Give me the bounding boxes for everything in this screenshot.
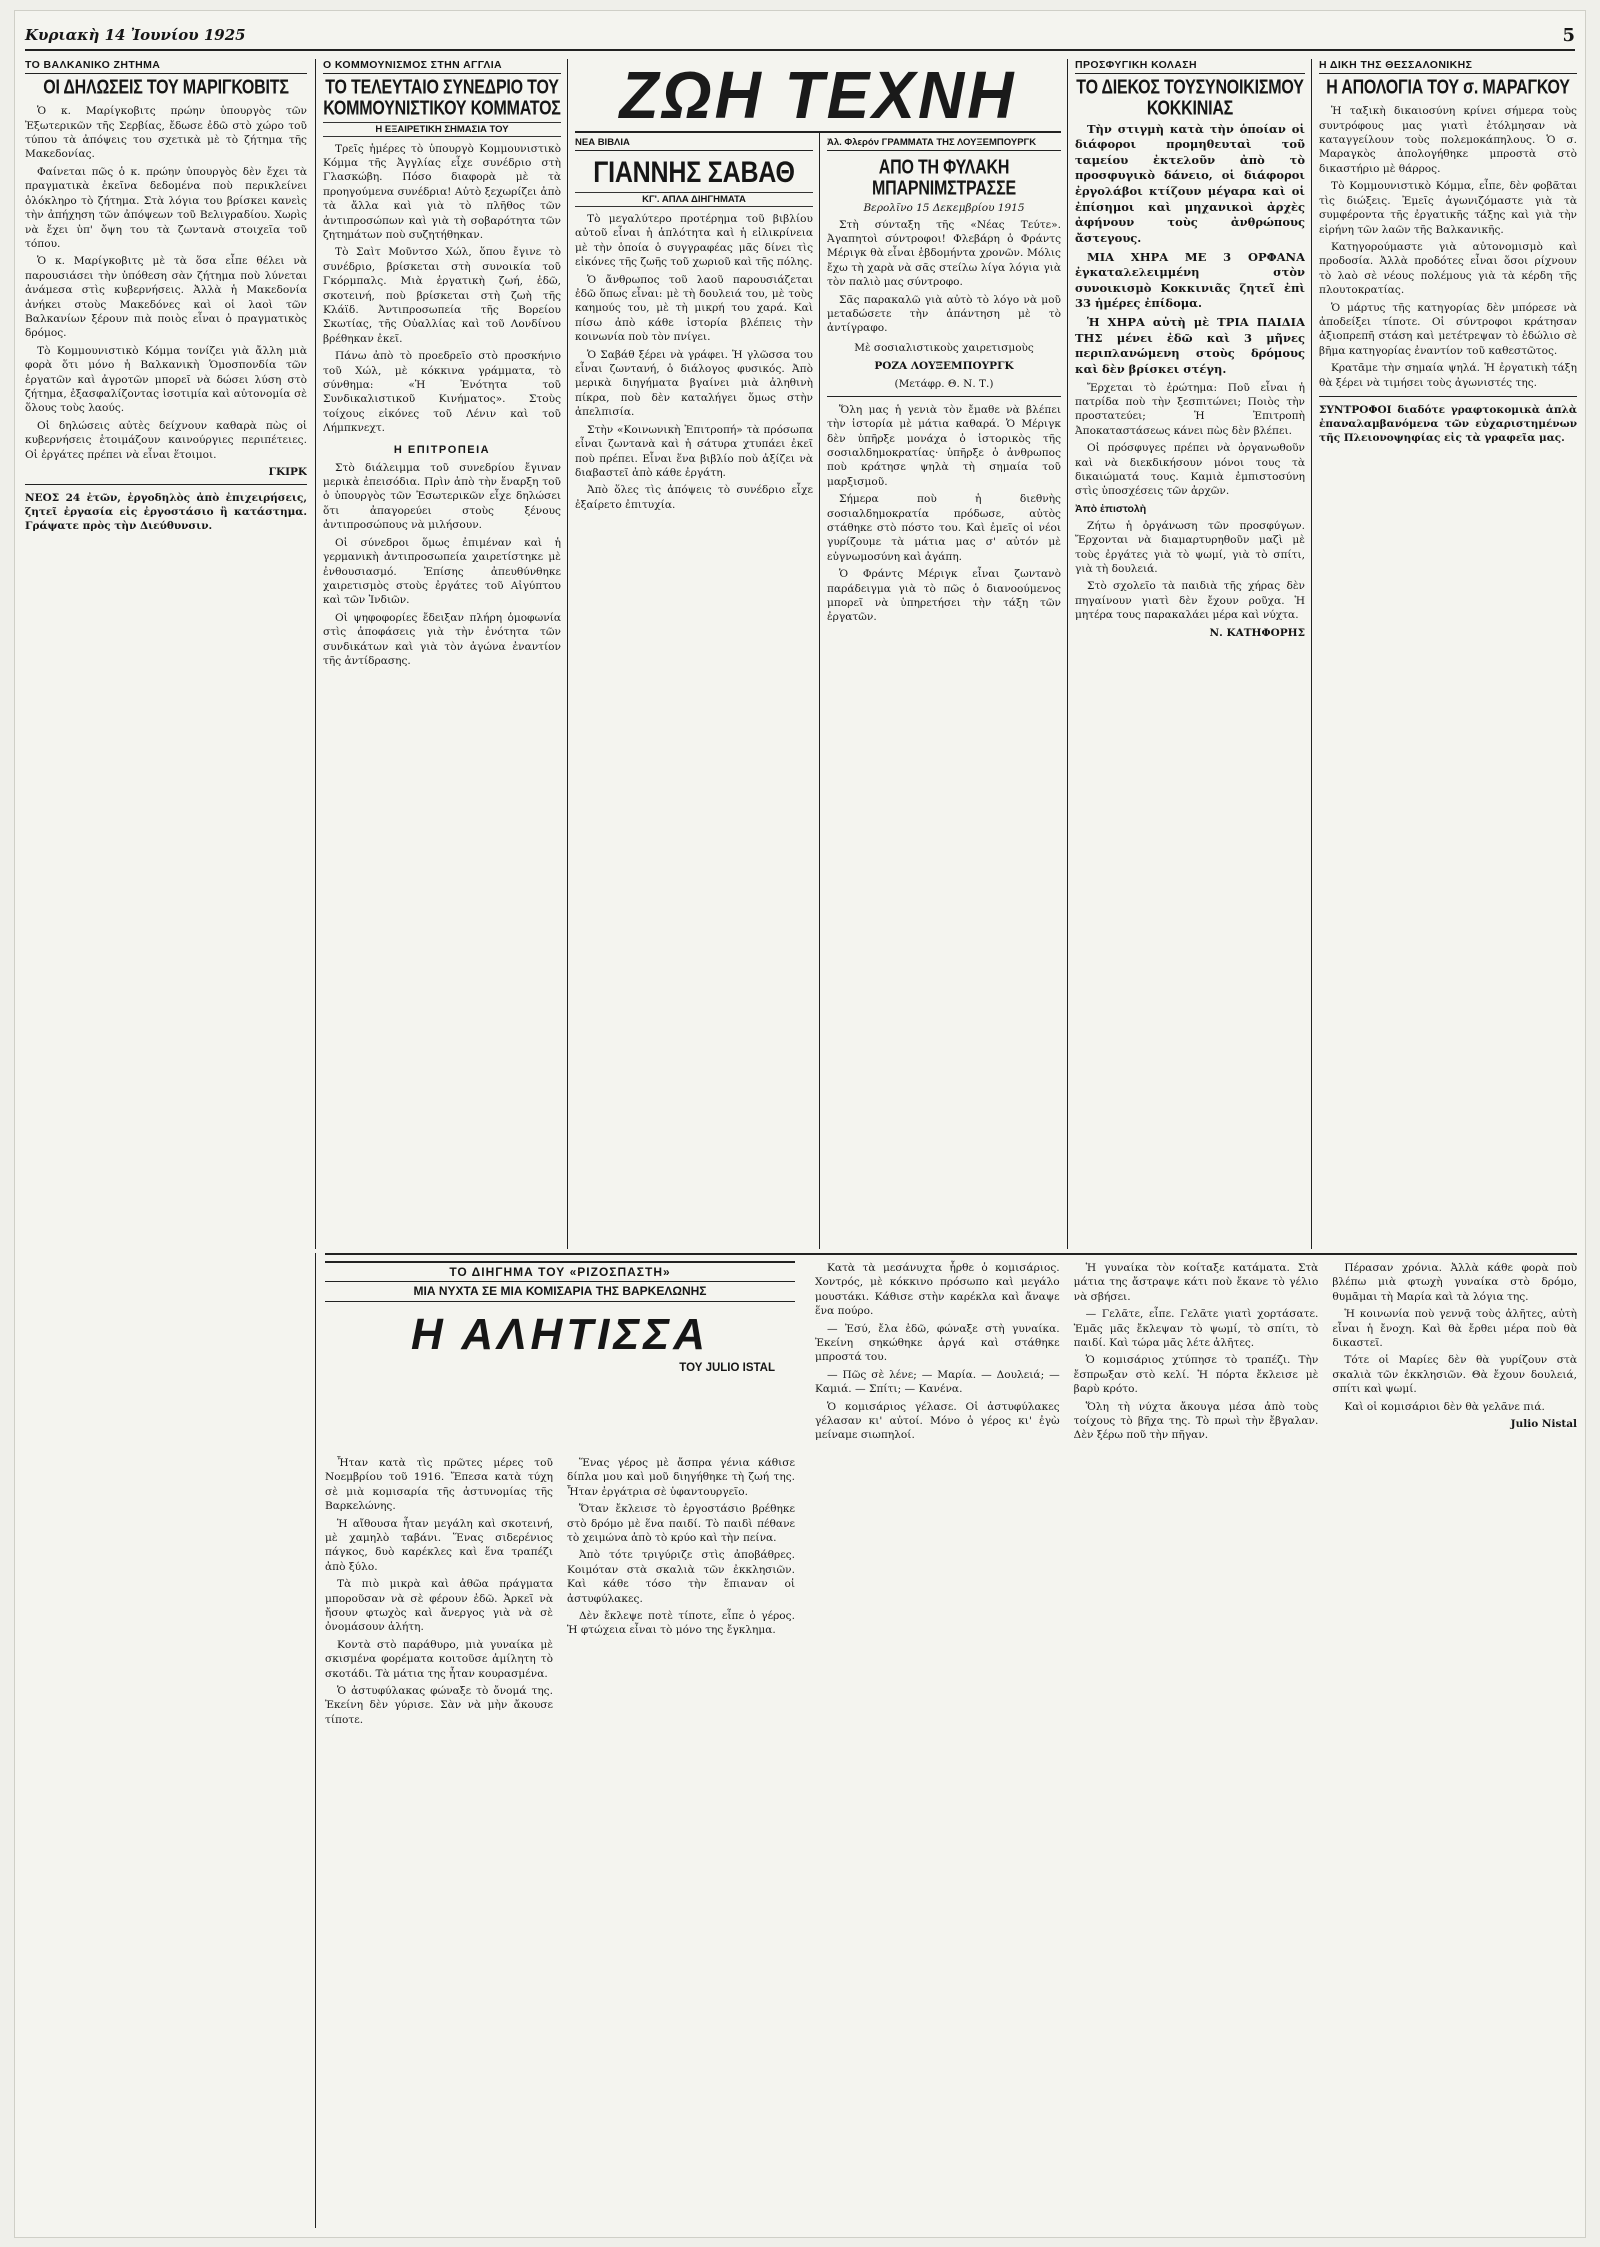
- serial-paragraph: — Γελᾶτε, εἶπε. Γελᾶτε γιατὶ χορτάσατε. Ἐμᾶς μᾶς ἔκλεψαν τὸ ψωμί, τὸ σπίτι, τὸ παιδί. Καὶ τώρα μᾶς λέτε ἀλῆτες.: [1073, 1308, 1319, 1350]
- article-paragraph: Ἡ ΧΗΡΑ αὐτὴ μὲ ΤΡΙΑ ΠΑΙΔΙΑ ΤΗΣ μένει ἐδῶ καὶ 3 μῆνες περιπλανώμενη στοὺς δρόμους καὶ δὲν βρίσκει στέγη.: [1075, 315, 1305, 376]
- serial-signature: Julio Nistal: [1510, 1418, 1578, 1431]
- article-paragraph: Στὴ σύνταξη τῆς «Νέας Τεύτε». Ἀγαπητοὶ σύντροφοι! Φλεβάρη ὁ Φράντς Μέριγκ θὰ εἶναι ἑβδομήντα χρονῶν. Μόλις ἔχω τὴ χαρὰ νὰ σᾶς στείλω λίγα λόγια γιὰ τὸν παλιὸ μας σύντροφο.: [827, 218, 1061, 289]
- article-subheading: Η ΕΞΑΙΡΕΤΙΚΗ ΣΗΜΑΣΙΑ ΤΟΥ: [323, 122, 561, 137]
- article-paragraph: Ὁ κ. Μαρίγκοβιτς μὲ τὰ ὅσα εἶπε θέλει νὰ παρουσιάσει τὴν ὑπόθεση σὰν ζήτημα ποὺ λύνεται ἀνάμεσα στὶς κυβερνήσεις. Ἀλλὰ ἡ Μακεδονία ἀνήκει στοὺς Μακεδόνες καὶ οἱ λαοὶ τῶν Βαλκανίων ξέρουν πιὰ ποιὸς εἶναι ὁ πραγματικὸς δρόμος.: [25, 255, 307, 340]
- serial-paragraph: — Πῶς σὲ λένε; — Μαρία. — Δουλειά; — Καμιά. — Σπίτι; — Κανένα.: [815, 1368, 1060, 1396]
- article-paragraph: Στὴν «Κοινωνικὴ Ἐπιτροπή» τὰ πρόσωπα εἶναι ζωντανὰ καὶ ἡ σάτυρα χτυπάει ἐκεῖ ποὺ πρέπει. Εἶναι ἕνα βιβλίο ποὺ ἀξίζει νὰ διαβαστεῖ ἀπὸ κάθε ἐργάτη.: [575, 423, 813, 479]
- article-paragraph: ΜΙΑ ΧΗΡΑ ΜΕ 3 ΟΡΦΑΝΑ ἐγκαταλελειμμένη στὸν συνοικισμὸ Κοκκινιᾶς ζητεῖ ἐπὶ 33 ἡμέρες ἐπίδομα.: [1075, 249, 1305, 311]
- serial-story: [325, 1261, 1577, 1730]
- article-subheading: ΚΓ'. ΑΠΛΑ ΔΙΗΓΗΜΑΤΑ: [575, 192, 813, 207]
- serial-paragraph: Ἡ κοινωνία ποὺ γεννᾷ τοὺς ἀλῆτες, αὐτὴ εἶναι ἡ ἔνοχη. Καὶ θὰ ἔρθει μέρα ποὺ θὰ δικαστεῖ.: [1332, 1308, 1578, 1350]
- divider: [25, 484, 307, 485]
- serial-paragraph: Ἦταν κατὰ τὶς πρῶτες μέρες τοῦ Νοεμβρίου τοῦ 1916. Ἔπεσα κατὰ τύχη σὲ μιὰ κομισαρία τῆς ἀστυνομίας τῆς Βαρκελώνης.: [325, 1456, 553, 1513]
- section-strip: [827, 137, 1061, 151]
- article-dateline: Βερολῖνο 15 Δεκεμβρίου 1915: [863, 201, 1025, 214]
- issue-date: Κυριακὴ 14 Ἰουνίου 1925: [25, 26, 246, 44]
- article-signature: ΓΚΙΡΚ: [268, 466, 307, 479]
- serial-author: ΤΟΥ JULIO ISTAL: [679, 1362, 775, 1374]
- section-label-right: Ἀλ. Φλερόν ΓΡΑΜΜΑΤΑ ΤΗΣ ΛΟΥΞΕΜΠΟΥΡΓΚ: [827, 137, 1037, 148]
- article-paragraph: Τρεῖς ἡμέρες τὸ ὑπουργὸ Κομμουνιστικὸ Κόμμα τῆς Ἀγγλίας εἶχε συνέδριο στὴ Γλασκώβη. Πόσο διαφορὰ μὲ τὰ προηγούμενα συνέδρια! Αὐτὸ ξεχωρίζει ἀπὸ τὰ ἄλλα καὶ γιὰ τὸ πλῆθος τῶν ἀντιπροσώπων καὶ γιὰ τὴ σοβαρότητα τῶν ζητημάτων ποὺ συζητήθηκαν.: [323, 142, 561, 241]
- article-paragraph: Τὸ μεγαλύτερο προτέρημα τοῦ βιβλίου αὐτοῦ εἶναι ἡ ἁπλότητα καὶ ἡ εἰλικρίνεια μὲ τὴν ὁποία ὁ συγγραφέας μᾶς δίνει τὶς εἰκόνες τῆς ζωῆς τοῦ χωριοῦ καὶ τῆς πόλης.: [575, 213, 813, 269]
- page-number: 5: [1562, 24, 1575, 46]
- serial-paragraph: Καὶ οἱ κομισάριοι δὲν θὰ γελᾶνε πιά.: [1344, 1400, 1545, 1413]
- serial-paragraph: Ὅλη τὴ νύχτα ἄκουγα μέσα ἀπὸ τοὺς τοίχους τὸ βῆχα της. Τὸ πρωὶ τὴν ἔβγαλαν. Δὲν ξέρω ποῦ τὴν πῆγαν.: [1073, 1400, 1319, 1442]
- article-balkan-question: [25, 59, 307, 2227]
- article-maragkos-defense: [1319, 59, 1577, 1247]
- article-paragraph: Οἱ σύνεδροι ὅμως ἐπιμέναν καὶ ἡ γερμανικὴ ἀντιπροσωπεία χαιρετίστηκε μὲ ἐνθουσιασμό. Ἐπίσης ἀπευθύνθηκε χαιρετισμὸς στοὺς ἐργάτες τοῦ Αἰγύπτου καὶ τῶν Ἰνδιῶν.: [323, 536, 561, 607]
- serial-lower-columns: [325, 1456, 795, 1730]
- section-rule: [325, 1253, 1577, 1255]
- article-paragraph: Ἡ ταξικὴ δικαιοσύνη κρίνει σήμερα τοὺς συντρόφους μας γιατὶ ἐτόλμησαν νὰ καταγγείλουν τοὺς πολεμοκάπηλους. Ὁ σ. Μαραγκὸς ἀπολογήθηκε μπροστὰ στὸ δικαστήριο μὲ θάρρος.: [1319, 105, 1577, 175]
- serial-paragraph: Ἀπὸ τότε τριγύριζε στὶς ἀποβάθρες. Κοιμόταν στὰ σκαλιὰ τῶν ἐκκλησιῶν. Καὶ κάθε τόσο τὴν ἔπιαναν οἱ ἀστυφύλακες.: [567, 1549, 795, 1605]
- column-rule: [819, 131, 820, 1249]
- column-rule: [567, 59, 568, 1249]
- serial-paragraph: Ἡ γυναίκα τὸν κοίταξε κατάματα. Στὰ μάτια της ἄστραψε κάτι ποὺ ἔκανε τὸ γέλιο νὰ σβήσει.: [1073, 1262, 1319, 1303]
- culture-section-masthead: [575, 59, 1061, 137]
- article-paragraph: Πάνω ἀπὸ τὸ προεδρεῖο στὸ προσκήνιο τοῦ Χώλ, μὲ κόκκινα γράμματα, τὸ σύνθημα: «Ἡ Ἐνότητα τοῦ Συνδικαλιστικοῦ Κινήματος». Στοὺς τοίχους εἰκόνες τοῦ Λένιν καὶ τοῦ Λήμπκνεχτ.: [323, 350, 561, 435]
- article-signature: ΡΟΖΑ ΛΟΥΞΕΜΠΟΥΡΓΚ: [874, 359, 1014, 372]
- article-paragraph: Σήμερα ποὺ ἡ διεθνὴς σοσιαλδημοκρατία πρόδωσε, αὐτὸς στάθηκε στὸ πόστο του. Καὶ ἐμεῖς οἱ νέοι γυρίζουμε τὰ μάτια μας σ' αὐτόν μὲ εὐγνωμοσύνη καὶ ἀγάπη.: [827, 493, 1061, 563]
- article-paragraph: Ὁ Σαβάθ ξέρει νὰ γράφει. Ἡ γλῶσσα του εἶναι ζωντανή, ὁ διάλογος φυσικός. Ἀπὸ μερικὰ διηγήματα βγαίνει μιὰ ἀληθινὴ πίκρα, ποὺ δὲν καταλήγει ὅμως στὴν ἀπελπισία.: [575, 348, 813, 419]
- article-paragraph: Οἱ ψηφοφορίες ἔδειξαν πλήρη ὁμοφωνία στὶς ἀποφάσεις γιὰ τὴν ἐνότητα τῶν συνδικάτων καὶ γιὰ τὸν ἀγώνα ἐναντίον τῆς ἀντίδρασης.: [323, 611, 561, 667]
- serial-title: Η ΑΛΗΤΙΣΣΑ: [410, 1310, 710, 1359]
- article-book-review: [575, 137, 813, 1247]
- article-headline: ΟΙ ΔΗΛΩΣΕΙΣ ΤΟΥ ΜΑΡΙΓΚΟΒΙΤΣ: [43, 77, 289, 99]
- newspaper-page: [14, 10, 1586, 2238]
- column-rule: [315, 1253, 316, 2228]
- section-label: Ἀπὸ ἐπιστολὴ: [1075, 502, 1147, 515]
- serial-paragraph: Ὅταν ἔκλεισε τὸ ἐργοστάσιο βρέθηκε στὸ δρόμο μὲ ἕνα παιδί. Τὸ παιδὶ πέθανε τὸ χειμώνα ἀπὸ τὸ κρύο καὶ τὴν πείνα.: [567, 1503, 795, 1544]
- masthead-logo: [575, 59, 1061, 133]
- article-closing: Μὲ σοσιαλιστικοὺς χαιρετισμοὺς: [854, 341, 1034, 354]
- article-headline: ΓΙΑΝΝΗΣ ΣΑΒΑΘ: [593, 155, 795, 190]
- article-headline: ΑΠΟ ΤΗ ΦΥΛΑΚΗ ΜΠΑΡΝΙΜΣΤΡΑΣΣΕ: [872, 157, 1016, 200]
- article-paragraph: Τὸ Κομμουνιστικὸ Κόμμα, εἶπε, δὲν φοβᾶται τὶς διώξεις. Ἐμεῖς ἀγωνιζόμαστε γιὰ τὰ συμφέροντα τῆς ἐργατικῆς τάξης καὶ γιὰ τὴν εἰρήνη τῶν λαῶν τῆς Βαλκανικῆς.: [1319, 180, 1577, 236]
- article-paragraph: Σᾶς παρακαλῶ γιὰ αὐτὸ τὸ λόγο νὰ μοῦ μεταδώσετε τὴν ἀπάντηση μὲ τὸ ἀντίγραφο.: [827, 293, 1061, 335]
- article-paragraph: Ὅλη μας ἡ γενιὰ τὸν ἔμαθε νὰ βλέπει τὴν ἱστορία μὲ μάτια καθαρά. Ὁ Μέριγκ δὲν ὑπῆρξε μονάχα ὁ ἱστορικὸς τῆς σοσιαλδημοκρατίας· ὑπῆρξε ὁ ἀνθρωπος ποὺ κράτησε ψηλὰ τὴ σημαία τοῦ μαρξισμοῦ.: [827, 403, 1061, 488]
- translator-credit: (Μετάφρ. Θ. Ν. Τ.): [894, 377, 994, 390]
- serial-paragraph: Ὁ κομισάριος γέλασε. Οἱ ἀστυφύλακες γέλασαν κι' αὐτοί. Μόνο ὁ γέρος κι' ἐγὼ μείναμε σιωπηλοί.: [815, 1400, 1060, 1442]
- serial-paragraph: Πέρασαν χρόνια. Ἀλλὰ κάθε φορὰ ποὺ βλέπω μιὰ φτωχὴ γυναίκα στὸ δρόμο, θυμᾶμαι τὴ Μαρία καὶ τὰ λόγια της.: [1332, 1262, 1578, 1303]
- masthead-title: ΖΩΗ ΤΕΧΝΗ: [619, 59, 1017, 133]
- serial-column: [325, 1456, 553, 1730]
- article-paragraph: Στὸ διάλειμμα τοῦ συνεδρίου ἔγιναν μερικὰ ἐπεισόδια. Πρὶν ἀπὸ τὴν ἔναρξη τοῦ ὁ ὑπουργὸς τῶν Ἐσωτερικῶν εἶχε δηλώσει ὅτι ἀπαγορεύει στοὺς ξένους ἀντιπροσώπους νὰ μιλήσουν.: [323, 461, 561, 532]
- serial-paragraph: Ἕνας γέρος μὲ ἄσπρα γένια κάθισε δίπλα μου καὶ μοῦ διηγήθηκε τὴ ζωή της. Ἦταν ἐργάτρια σὲ ὑφαντουργεῖο.: [567, 1456, 795, 1498]
- notice-comrades: ΣΥΝΤΡΟΦΟΙ διαδότε γραφτοκομικὰ ἀπλὰ ἐπαναλαμβανόμενα τῶν εὐχαριστημένων τῆς Πλειονοψηφίας εἰς τὰ γραφεῖα μας.: [1319, 403, 1577, 445]
- article-kicker: Η ΔΙΚΗ ΤΗΣ ΘΕΣΣΑΛΟΝΙΚΗΣ: [1319, 59, 1577, 74]
- article-paragraph: Τὴν στιγμὴ κατὰ τὴν ὁποίαν οἱ διάφοροι προμηθευταὶ τοῦ ταμείου ἐκτελοῦν ἀπὸ τὸ προσφυγικὸ δάνειο, οἱ διάφοροι ἐργολάβοι κτίζουν μέγαρα καὶ οἱ ἐπίσημοι καὶ μηχανικοὶ ἀρχὲς ἀφήνουν τοὺς ἀνθρώπους ἄστεγους.: [1075, 121, 1305, 245]
- article-paragraph: Ὁ ἄνθρωπος τοῦ λαοῦ παρουσιάζεται ἐδῶ ὅπως εἶναι: μὲ τὴ δουλειά του, μὲ τοὺς καημούς του, μὲ τὴ μικρή του χαρά. Καὶ πίσω ἀπὸ κάθε ἱστορία βλέπεις τὴν κοινωνία ποὺ τὸν πνίγει.: [575, 273, 813, 344]
- article-paragraph: Κατηγορούμαστε γιὰ αὐτονομισμὸ καὶ προδοσία. Ἀλλὰ προδότες εἶναι ὅσοι ρίχνουν τὸ λαὸ σὲ νέους πολέμους γιὰ τὰ κέρδη τῆς πλουτοκρατίας.: [1319, 240, 1577, 297]
- article-paragraph: Ζήτω ἡ ὀργάνωση τῶν προσφύγων. Ἔρχονται νὰ διαμαρτυρηθοῦν μαζὶ μὲ τοὺς ἐργάτες γιὰ τὸ ψωμί, γιὰ τὸ σπίτι, γιὰ τὴ δουλειά.: [1075, 519, 1305, 575]
- page-header: [25, 21, 1575, 51]
- article-paragraph: Οἱ δηλώσεις αὐτὲς δείχνουν καθαρὰ πὼς οἱ κυβερνήσεις ἑτοιμάζουν καινούργιες περιπέτειες. Οἱ ἐργάτες πρέπει νὰ εἶναι ἕτοιμοι.: [25, 419, 307, 461]
- section-heading: Η ΕΠΙΤΡΟΠΕΙΑ: [393, 443, 491, 456]
- article-kicker: ΤΟ ΒΑΛΚΑΝΙΚΟ ΖΗΤΗΜΑ: [25, 59, 307, 74]
- article-luxemburg-letter: [827, 137, 1061, 1247]
- serial-paragraph: Ὁ κομισάριος χτύπησε τὸ τραπέζι. Τὴν ἔσπρωξαν στὸ κελί. Ἡ πόρτα ἔκλεισε μὲ βαρὺ κρότο.: [1073, 1354, 1319, 1396]
- divider: [1319, 396, 1577, 397]
- serial-paragraph: — Ἐσύ, ἔλα ἐδῶ, φώναξε στὴ γυναίκα. Ἐκείνη σηκώθηκε ἀργά καὶ στάθηκε μπροστά του.: [815, 1322, 1060, 1364]
- article-british-communist-congress: [323, 59, 561, 1247]
- article-headline: ΤΟ ΔΙΕΚΟΣ ΤΟΥΣΥΝΟΙΚΙΣΜΟΥ ΚΟΚΚΙΝΙΑΣ: [1076, 77, 1304, 120]
- article-paragraph: Ὁ κ. Μαρίγκοβιτς πρώην ὑπουργὸς τῶν Ἐξωτερικῶν τῆς Σερβίας, ἔδωσε ἐδῶ στὸ χώρο τοῦ τύπου τὰ ἀπόψεις του σχετικὰ μὲ τὸ ζήτημα τῆς Μακεδονίας.: [25, 105, 307, 161]
- article-paragraph: Οἱ πρόσφυγες πρέπει νὰ ὀργανωθοῦν καὶ νὰ διεκδικήσουν μόνοι τους τὰ δικαιώματά τους. Καμιὰ ἐμπιστοσύνη στὶς ὑποσχέσεις τῶν ἀρχῶν.: [1075, 442, 1305, 498]
- article-paragraph: Στὸ σχολεῖο τὰ παιδιὰ τῆς χήρας δὲν πηγαίνουν γιατὶ δὲν ἔχουν ροῦχα. Ἡ μητέρα τους παρακαλάει μέρα καὶ νύχτα.: [1075, 580, 1305, 622]
- article-refugee-hell: [1075, 59, 1305, 1247]
- article-kicker: Ο ΚΟΜΜΟΥΝΙΣΜΟΣ ΣΤΗΝ ΑΓΓΛΙΑ: [323, 59, 561, 74]
- serial-paragraph: Τότε οἱ Μαρίες δὲν θὰ γυρίζουν στὰ σκαλιὰ τῶν ἐκκλησιῶν. Θὰ ἔχουν δουλειά, σπίτι καὶ ψωμί.: [1332, 1354, 1578, 1396]
- article-paragraph: Ἀπὸ ὅλες τὶς ἀπόψεις τὸ συνέδριο εἶχε ἐξαίρετο ἐπιτυχία.: [575, 484, 813, 511]
- serial-column: [1074, 1261, 1319, 1446]
- serial-title-block: [325, 1261, 795, 1374]
- article-paragraph: Φαίνεται πῶς ὁ κ. πρώην ὑπουργὸς δὲν ἔχει τὰ πραγματικὰ ἐκεῖνα δεδομένα ποὺ περικλείνει ὁλόκληρο τὸ ζήτημα. Στὰ λόγια του βρίσκει κανεὶς τὴν ἀπήχηση τῶν ἀπόψεων τοῦ Βελιγραδίου. Χωρὶς νὰ ἔχει ὑπ' ὄψη του τὰ ζωντανὰ στοιχεῖα τοῦ τόπου.: [25, 165, 307, 250]
- article-paragraph: Τὸ Κομμουνιστικὸ Κόμμα τονίζει γιὰ ἄλλη μιὰ φορὰ ὅτι μόνο ἡ Βαλκανικὴ Ὁμοσπονδία τῶν ἐργατῶν καὶ ἀγροτῶν μπορεῖ νὰ δώσει λύση στὸ ζήτημα, ἐξασφαλίζοντας ἰσοτιμία καὶ αὐτονομία σὲ ὅλους τοὺς λαούς.: [25, 344, 307, 415]
- article-headline: ΤΟ ΤΕΛΕΥΤΑΙΟ ΣΥΝΕΔΡΙΟ ΤΟΥ ΚΟΜΜΟΥΝΙΣΤΙΚΟΥ ΚΟΜΜΑΤΟΣ: [323, 77, 561, 120]
- article-paragraph: Ὁ Φράντς Μέριγκ εἶναι ζωντανὸ παράδειγμα γιὰ τὸ πῶς ὁ διανοούμενος μπορεῖ νὰ ὑπηρετήσει τὴν τάξη τῶν ἐργατῶν.: [827, 568, 1061, 624]
- article-paragraph: Τὸ Σαὶτ Μοῦντσο Χώλ, ὅπου ἔγινε τὸ συνέδριο, βρίσκεται στὴ συνοικία τοῦ Γκόρμπαλς. Μιὰ ἐργατικὴ ζωή, ἐδῶ, σκοτεινή, ποὺ βρίσκεται στὴ ζωὴ τῆς Κλάϊδ. Ἀντιπροσωπεία τῆς Βορείου Σκωτίας, τῆς Οὐαλλίας καὶ τοῦ Λονδίνου βρέθηκαν ἐκεῖ.: [323, 246, 561, 345]
- section-label-left: ΝΕΑ ΒΙΒΛΙΑ: [575, 137, 630, 148]
- serial-top-columns: [815, 1261, 1577, 1446]
- serial-paragraph: Δὲν ἔκλεψε ποτὲ τίποτε, εἶπε ὁ γέρος. Ἡ φτώχεια εἶναι τὸ μόνο της ἔγκλημα.: [567, 1609, 795, 1637]
- serial-subtitle: ΜΙΑ ΝΥΧΤΑ ΣΕ ΜΙΑ ΚΟΜΙΣΑΡΙΑ ΤΗΣ ΒΑΡΚΕΛΩΝΗΣ: [325, 1282, 795, 1302]
- article-headline: Η ΑΠΟΛΟΓΙΑ ΤΟΥ σ. ΜΑΡΑΓΚΟΥ: [1326, 77, 1570, 99]
- article-paragraph: Κρατᾶμε τὴν σημαία ψηλά. Ἡ ἐργατικὴ τάξη θὰ ξέρει νὰ τιμήσει τοὺς ἀγωνιστές της.: [1319, 362, 1577, 389]
- section-strip: [575, 137, 813, 151]
- column-rule: [1067, 59, 1068, 1249]
- serial-column: [815, 1261, 1060, 1446]
- serial-paragraph: Ἡ αἴθουσα ἦταν μεγάλη καὶ σκοτεινή, μὲ χαμηλὸ ταβάνι. Ἕνας σιδερένιος πάγκος, δυὸ καρέκλες καὶ ἕνα τραπέζι ἀπὸ ξύλο.: [325, 1517, 553, 1573]
- serial-paragraph: Ὁ ἀστυφύλακας φώναξε τὸ ὄνομά της. Ἐκείνη δὲν γύρισε. Σὰν νὰ μὴν ἄκουσε τίποτε.: [325, 1684, 553, 1726]
- column-rule: [315, 59, 316, 1249]
- serial-kicker: ΤΟ ΔΙΗΓΗΜΑ ΤΟΥ «ΡΙΖΟΣΠΑΣΤΗ»: [325, 1261, 795, 1282]
- article-paragraph: Ἔρχεται τὸ ἐρώτημα: Ποῦ εἶναι ἡ πατρίδα ποὺ τὴν ξεσπιτώνει; Ποιὸς τὴν προστατεύει; Ἡ Ἐπιτροπὴ Ἀποκαταστάσεως κάνει πὼς δὲν βλέπει.: [1075, 381, 1305, 437]
- classified-notice: ΝΕΟΣ 24 ἐτῶν, ἐργοδηλὸς ἀπὸ ἐπιχειρήσεις, ζητεῖ ἐργασία εἰς ἐργοστάσιο ἢ κατάστημα. Γράψατε πρὸς τὴν Διεύθυνσιν.: [25, 492, 307, 533]
- serial-paragraph: Κοντὰ στὸ παράθυρο, μιὰ γυναίκα μὲ σκισμένα φορέματα κοιτοῦσε ἀμίλητη τὸ σκοτάδι. Τὰ μάτια της ἦταν κουρασμένα.: [325, 1638, 553, 1680]
- serial-paragraph: Κατὰ τὰ μεσάνυχτα ἦρθε ὁ κομισάριος. Χοντρός, μὲ κόκκινο πρόσωπο καὶ μεγάλο μουστάκι. Κάθισε στὴν καρέκλα καὶ ἄναψε ἕνα πούρο.: [815, 1262, 1060, 1318]
- article-signature: Ν. ΚΑΤΗΦΟΡΗΣ: [1209, 626, 1305, 639]
- divider: [827, 396, 1061, 397]
- serial-title-row: [325, 1261, 1577, 1446]
- serial-column: [1332, 1261, 1577, 1446]
- serial-column: [567, 1456, 795, 1730]
- article-paragraph: Ὁ μάρτυς τῆς κατηγορίας δὲν μπόρεσε νὰ ἀποδείξει τίποτε. Οἱ σύντροφοι κράτησαν ἀξιοπρεπῆ στάση καὶ μετέτρεψαν τὸ ἑδώλιο σὲ βῆμα κατηγορίας ἐναντίον τοῦ καθεστῶτος.: [1319, 301, 1577, 357]
- column-rule: [1311, 59, 1312, 1249]
- serial-paragraph: Τὰ πιὸ μικρὰ καὶ ἀθῶα πράγματα μποροῦσαν νὰ σὲ φέρουν ἐδῶ. Ἀρκεῖ νὰ ἤσουν φτωχὸς καὶ ἄνεργος γιὰ νὰ σὲ ὀνομάσουν ἀλήτη.: [325, 1578, 553, 1634]
- article-kicker: ΠΡΟΣΦΥΓΙΚΗ ΚΟΛΑΣΗ: [1075, 59, 1305, 74]
